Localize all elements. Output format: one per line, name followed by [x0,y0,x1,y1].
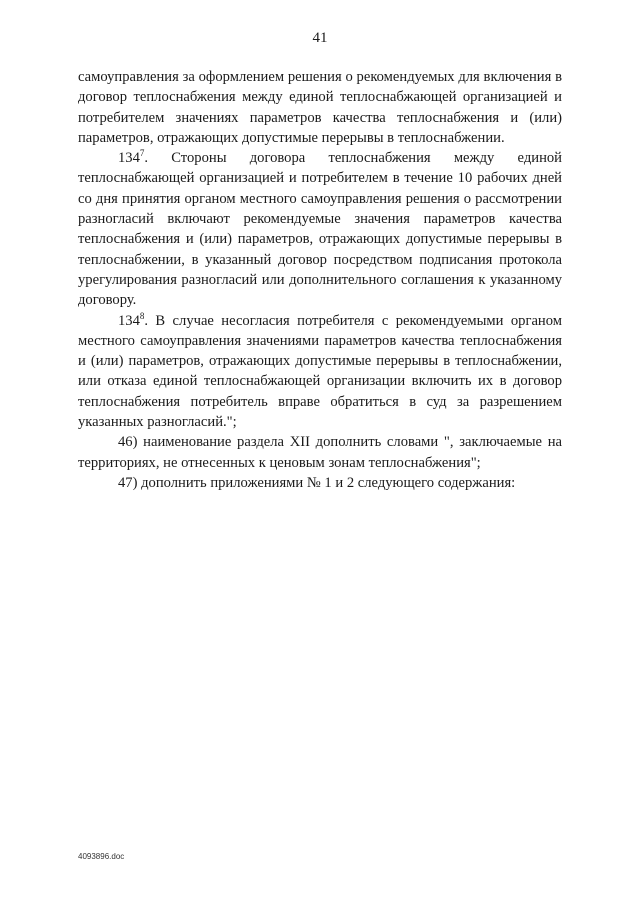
paragraph-text: . Стороны договора теплоснабжения между единой теплоснабжающей организацией и потребителем в течение 10 рабочих дней со дня принятия органом местного самоуправления решения о рассмотрении разногласий включают рекомендуемые значения параметров качества теплоснабжения и (или) параметров, отражающих допустимые перерывы в теплоснабжении, в указанный договор посредством подписания протокола урегулирования разногласий или дополнительного соглашения к указанному договору. [78,150,562,309]
clause-superscript: 7 [139,148,145,159]
paragraph-text: 47) дополнить приложениями № 1 и 2 следующего содержания: [118,474,516,491]
paragraph-134-7 [78,148,562,310]
document-body [78,67,562,493]
paragraph-item-47 [78,473,562,493]
page-number: 41 [312,30,328,46]
clause-superscript: 8 [139,310,145,321]
paragraph-continuation [78,67,562,148]
paragraph-item-46 [78,432,562,473]
clause-number: 134 [118,150,140,167]
document-filename-footer: 4093896.doc [78,852,125,861]
paragraph-text: . В случае несогласия потребителя с рекомендуемыми органом местного самоуправления значениями параметров качества теплоснабжения и (или) параметров, отражающих допустимые перерывы в теплоснабжении, или отказа единой теплоснабжающей организации включить их в договор теплоснабжения потребитель вправе обратиться в суд за разрешением указанных разногласий."; [78,312,562,431]
paragraph-text: самоуправления за оформлением решения о рекомендуемых для включения в договор теплоснабжения между единой теплоснабжающей организацией и потребителем значениях параметров качества теплоснабжения и (или) параметров, отражающих допустимые перерывы в теплоснабжении. [78,69,562,146]
clause-number: 134 [118,312,140,329]
paragraph-134-8 [78,311,562,433]
paragraph-text: 46) наименование раздела XII дополнить словами ", заключаемые на территориях, не отнесенных к ценовым зонам теплоснабжения"; [78,434,562,471]
